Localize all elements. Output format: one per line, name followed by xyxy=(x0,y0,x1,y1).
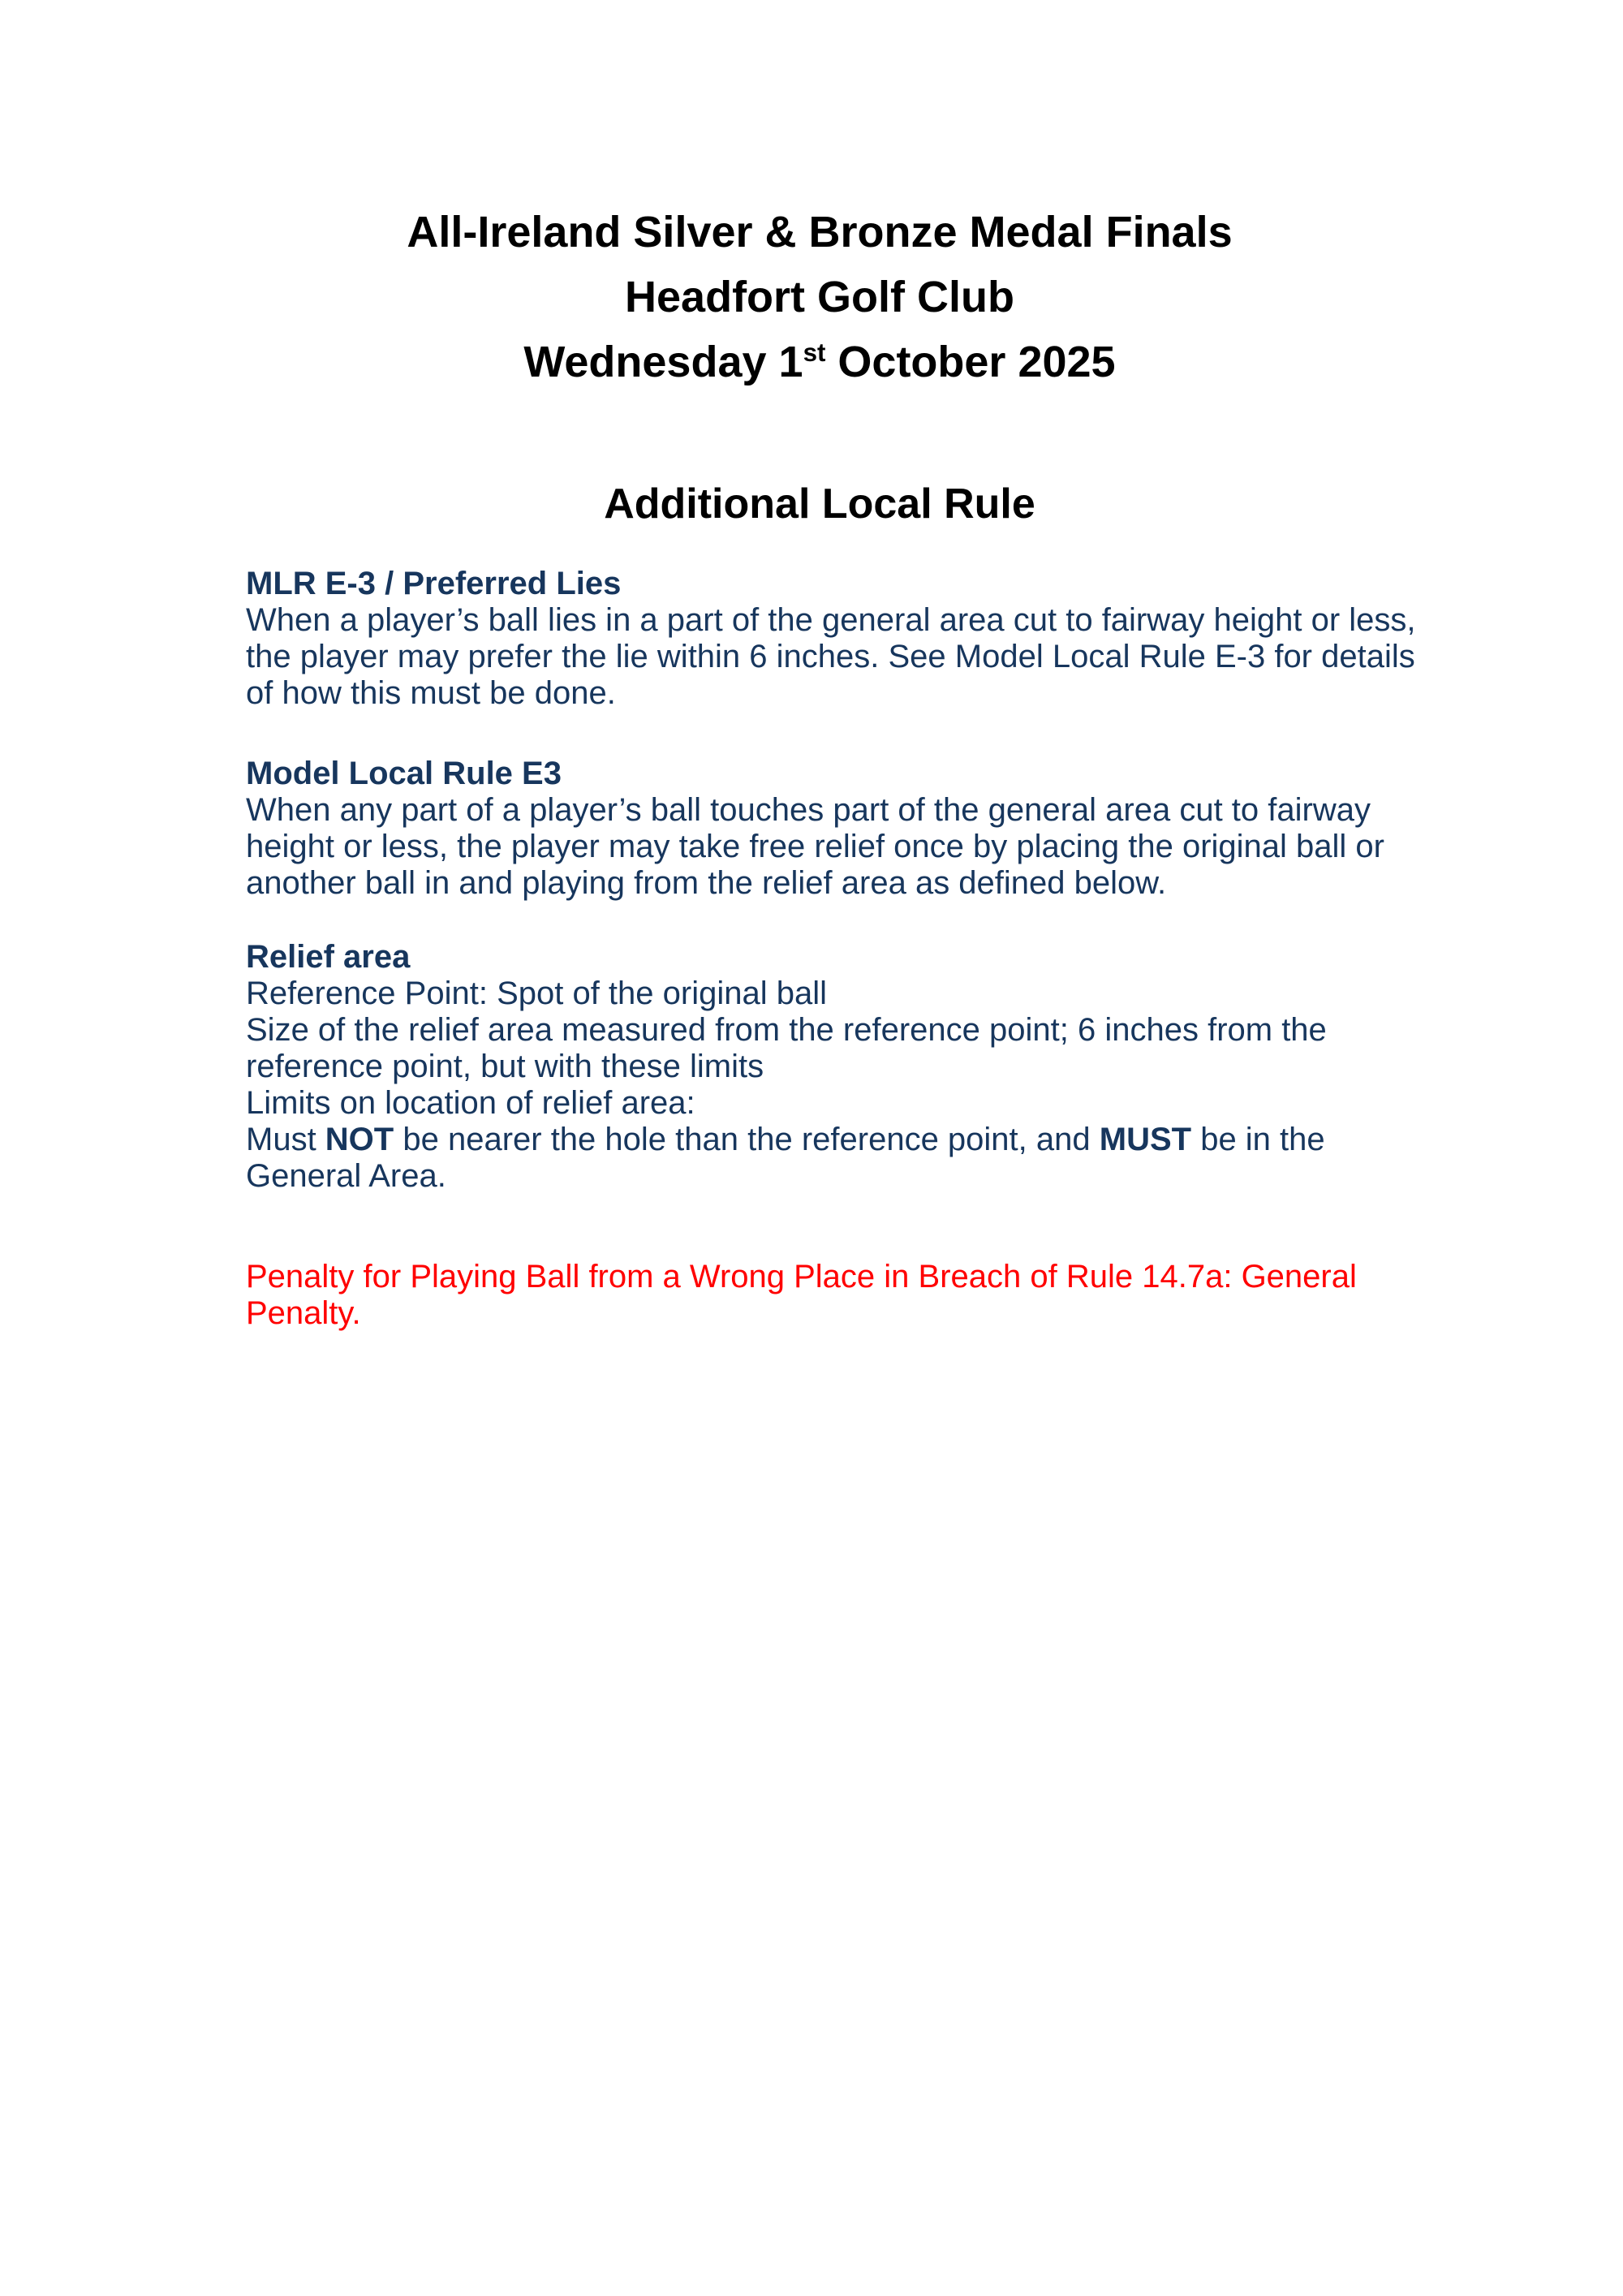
body-line: height or less, the player may take free relief once by placing the original ball or xyxy=(246,829,1384,864)
body-line: of how this must be done. xyxy=(246,675,616,711)
header-title-line-1: All-Ireland Silver & Bronze Medal Finals xyxy=(407,208,1233,256)
header-title-line-2: Headfort Golf Club xyxy=(625,273,1014,321)
body-line: the player may prefer the lie within 6 inches. See Model Local Rule E-3 for details xyxy=(246,639,1415,674)
penalty-paragraph xyxy=(246,1259,1623,1332)
section-relief-area xyxy=(246,939,1623,1195)
body-line: Limits on location of relief area: xyxy=(246,1085,695,1121)
body-line: reference point, but with these limits xyxy=(246,1049,764,1084)
body-line: Reference Point: Spot of the original ball xyxy=(246,976,827,1011)
relief-emphasis-line xyxy=(246,1122,1623,1158)
penalty-line-1: Penalty for Playing Ball from a Wrong Place in Breach of Rule 14.7a: General xyxy=(246,1259,1357,1294)
emphasis-mid: be nearer the hole than the reference point, and xyxy=(394,1122,1100,1157)
body-line: When a player’s ball lies in a part of the general area cut to fairway height or less, xyxy=(246,602,1416,638)
date-pre: Wednesday 1 xyxy=(523,338,803,386)
emphasis-not: NOT xyxy=(325,1122,394,1157)
section-heading: Relief area xyxy=(246,939,411,975)
body-line: General Area. xyxy=(246,1158,446,1194)
section-model-local-rule xyxy=(246,756,1623,902)
emphasis-must: MUST xyxy=(1099,1122,1192,1157)
body-line: When any part of a player’s ball touches part of the general area cut to fairway xyxy=(246,792,1371,828)
header-date-line xyxy=(211,330,1428,394)
penalty-line-2: Penalty. xyxy=(246,1295,361,1331)
document-header xyxy=(211,200,1428,528)
date-post: October 2025 xyxy=(825,338,1116,386)
emphasis-post: be in the xyxy=(1191,1122,1325,1157)
additional-local-rule-heading: Additional Local Rule xyxy=(604,480,1035,528)
body-line: another ball in and playing from the relief area as defined below. xyxy=(246,865,1167,901)
date-superscript: st xyxy=(803,338,826,367)
section-heading: Model Local Rule E3 xyxy=(246,756,562,791)
emphasis-pre: Must xyxy=(246,1122,325,1157)
section-heading: MLR E-3 / Preferred Lies xyxy=(246,566,622,601)
body-line: Size of the relief area measured from the reference point; 6 inches from the xyxy=(246,1012,1327,1048)
section-mlr-preferred-lies xyxy=(246,566,1623,712)
